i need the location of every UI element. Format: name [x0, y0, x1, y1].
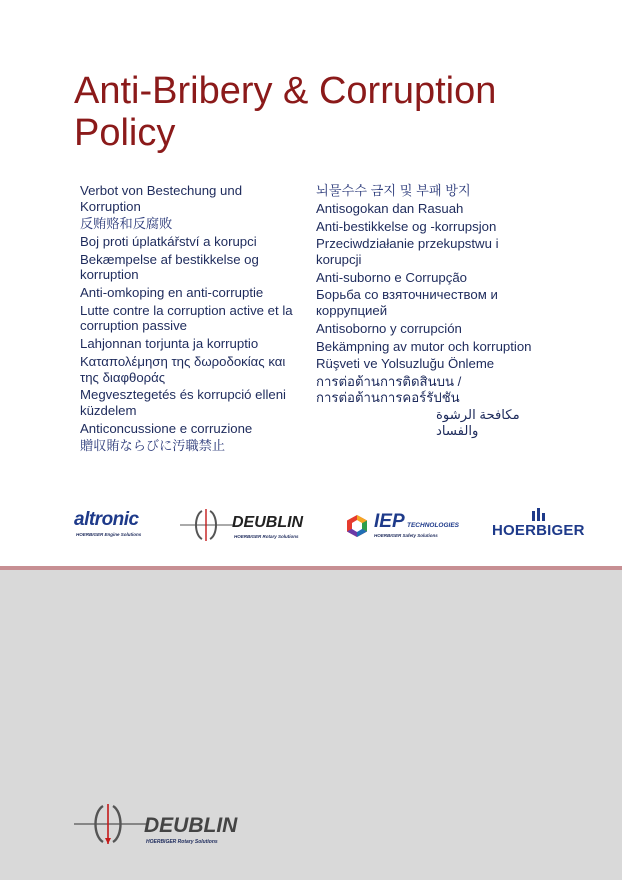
translation-it: Anticoncussione e corruzione — [80, 420, 253, 436]
deublin-logo — [180, 505, 315, 545]
translation-sv: Bekämpning av mutor och korruption — [316, 338, 532, 354]
altronic-subtitle: HOERBIGER Engine Solutions — [76, 532, 142, 537]
cover-bottom-panel — [0, 570, 622, 880]
translation-es: Antisoborno y corrupción — [316, 320, 462, 336]
translation-th-2: การต่อต้านการคอร์รัปชัน — [316, 389, 460, 405]
deublin-subtitle: HOERBIGER Rotary Solutions — [234, 534, 299, 539]
footer-deublin-logo — [74, 802, 254, 852]
iep-subtitle: HOERBIGER Safety Solutions — [374, 533, 438, 538]
altronic-wordmark: altronic — [74, 509, 139, 530]
translation-ms: Antisogokan dan Rasuah — [316, 200, 464, 216]
translation-ru: Борьба со взяточничеством и коррупцией — [316, 287, 498, 318]
translation-hu: Megvesztegetés és korrupció elleni küzdelem — [80, 387, 286, 418]
deublin-wordmark: DEUBLIN — [232, 514, 304, 531]
translation-th-1: การต่อต้านการติดสินบน / — [316, 374, 462, 390]
translation-cs: Boj proti úplatkářství a korupci — [80, 234, 257, 250]
iep-technologies-text: TECHNOLOGIES — [407, 522, 460, 529]
brand-logos-row — [0, 505, 622, 545]
translation-ja: 贈収賄ならびに汚職禁止 — [80, 438, 226, 454]
title-line-1: Anti-Bribery & Corruption — [74, 70, 497, 112]
translation-da: Bekæmpelse af bestikkelse og korruption — [80, 251, 259, 283]
translation-fr: Lutte contre la corruption active et la corruption passive — [80, 302, 293, 334]
translation-ko: 뇌물수수 금지 및 부패 방지 — [316, 183, 471, 198]
translation-pl: Przeciwdziałanie przekupstwu i korupcji — [316, 236, 499, 267]
hoerbiger-wordmark: HOERBIGER — [492, 522, 585, 539]
page-title — [74, 70, 594, 154]
translations-right-column — [316, 183, 546, 441]
iep-logo — [346, 505, 466, 545]
translation-no: Anti-bestikkelse og -korrupsjon — [316, 218, 497, 234]
translation-el: Καταπολέμηση της δωροδοκίας και της διαφθοράς — [80, 354, 286, 385]
translation-pt: Anti-suborno e Corrupção — [316, 269, 468, 285]
altronic-logo — [74, 505, 164, 545]
translation-nl: Anti-omkoping en anti-corruptie — [80, 285, 264, 301]
iep-hexagon-icon — [346, 514, 368, 538]
footer-deublin-subtitle: HOERBIGER Rotary Solutions — [146, 839, 218, 845]
translation-tr: Rüşveti ve Yolsuzluğu Önleme — [316, 356, 495, 372]
hoerbiger-mark-icon — [529, 508, 547, 522]
deublin-mark-icon — [180, 507, 235, 543]
translation-de: Verbot von Bestechung und Korruption — [80, 183, 243, 214]
translation-ar: مكافحة الرشوة والفساد — [436, 407, 520, 438]
title-line-2: Policy — [74, 112, 176, 154]
translation-fi: Lahjonnan torjunta ja korruptio — [80, 336, 259, 352]
hoerbiger-logo — [492, 505, 584, 545]
iep-wordmark: IEP — [374, 511, 405, 532]
footer-deublin-wordmark: DEUBLIN — [144, 814, 238, 837]
translation-zh: 反贿赂和反腐败 — [80, 216, 173, 232]
translations-left-column — [80, 183, 306, 456]
footer-deublin-mark-icon — [74, 802, 146, 846]
